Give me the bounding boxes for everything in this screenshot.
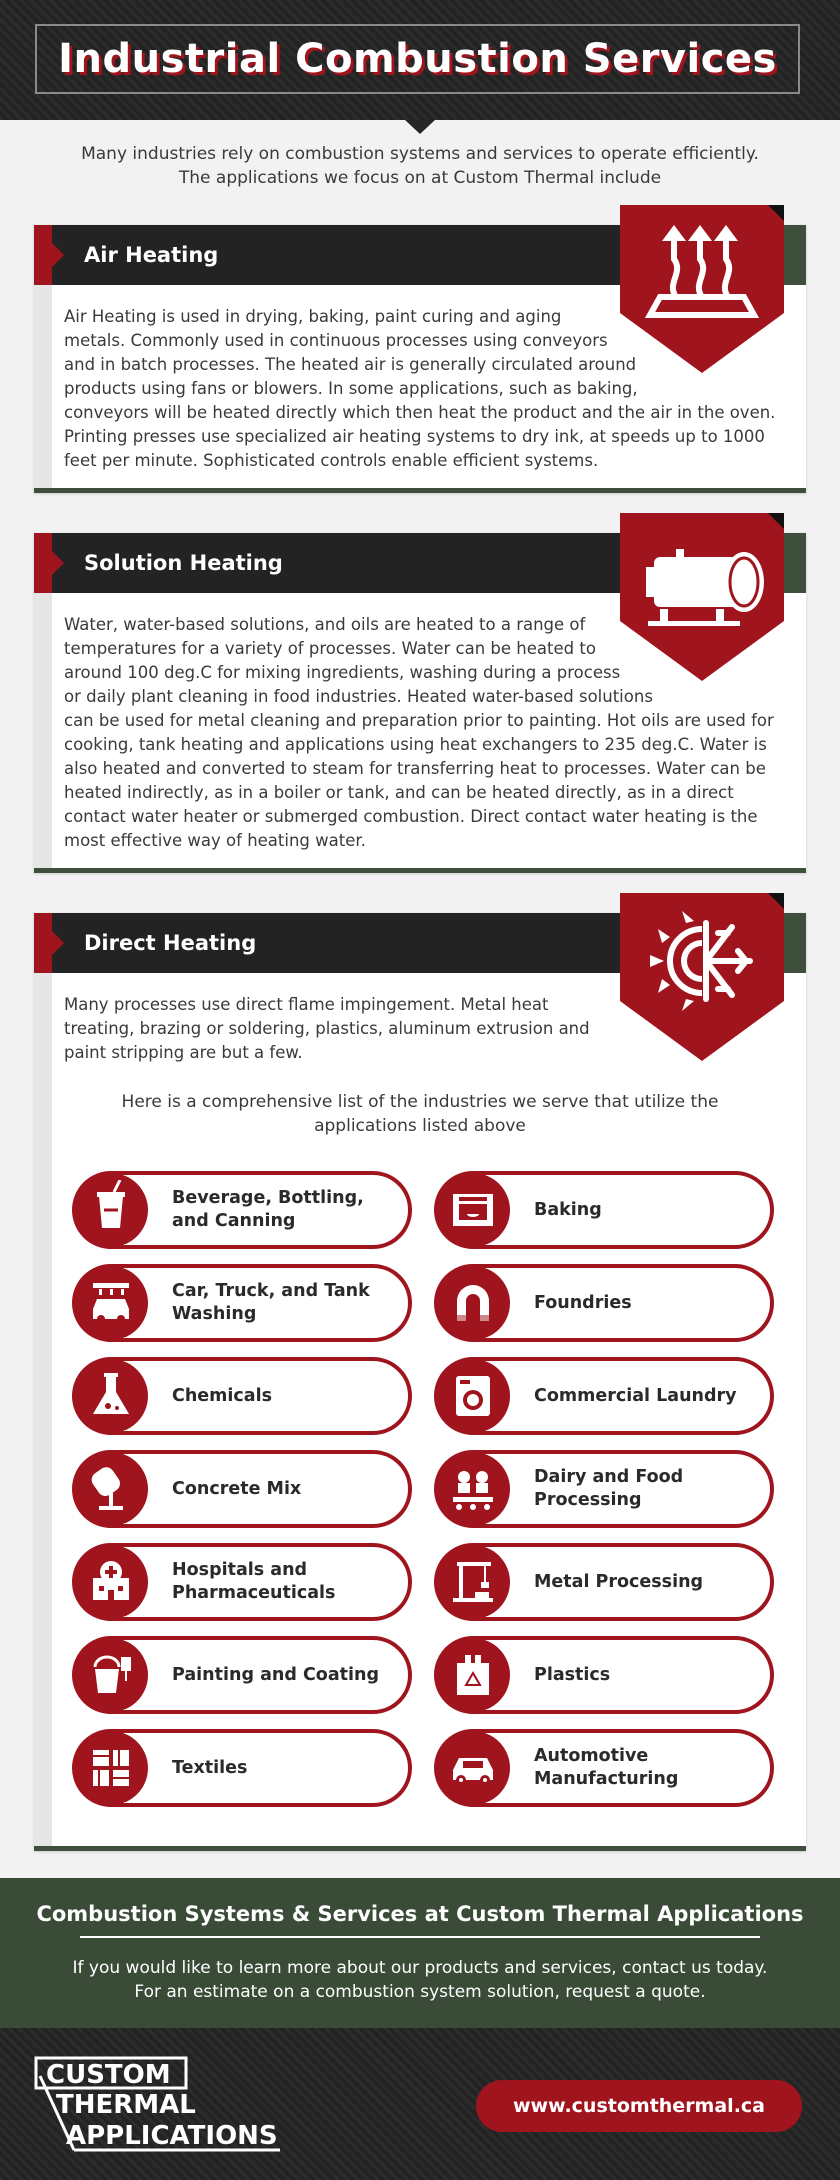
body-line: products using fans or blowers. In some applications, such as baking, [64,379,638,398]
svg-text:CUSTOM: CUSTOM [46,2060,171,2090]
body-line: contact water heater or submerged combustion. Direct contact water heating is the [64,807,758,826]
oven-icon [436,1173,510,1247]
concrete-mixer-icon [74,1452,148,1526]
section-body [64,993,590,1065]
header-frame [35,24,800,94]
body-line: Water, water-based solutions, and oils are heated to a range of [64,615,586,634]
car-wash-icon [74,1266,148,1340]
industry-item [72,1264,412,1342]
industry-item [72,1543,412,1621]
footer-cta [0,1878,840,2028]
footer-brand [0,2028,840,2180]
drink-cup-icon [74,1173,148,1247]
intro-line: Many industries rely on combustion systems and services to operate efficiently. [81,144,759,164]
header-notch [405,120,435,134]
industry-item [434,1357,774,1435]
industry-label: Car, Truck, and Tank Washing [172,1281,370,1324]
heat-waves-icon [620,205,784,373]
body-line: can be used for metal cleaning and preparation prior to painting. Hot oils are used for [64,711,774,730]
intro-line: Here is a comprehensive list of the industries we serve that utilize the [121,1092,719,1112]
industry-item [72,1357,412,1435]
footer-line: For an estimate on a combustion system solution, request a quote. [134,1982,706,2002]
body-line: Many processes use direct flame impingement. Metal heat [64,995,549,1014]
industry-label: Metal Processing [534,1571,704,1592]
boiler-tank-icon [620,513,784,681]
body-line: Air Heating is used in drying, baking, paint curing and aging [64,307,562,326]
svg-text:APPLICATIONS: APPLICATIONS [66,2121,278,2151]
industry-item [434,1450,774,1528]
industry-label: Beverage, Bottling, and Canning [172,1188,364,1231]
company-logo [34,2056,284,2156]
industry-label: Commercial Laundry [534,1385,737,1406]
food-production-icon [436,1452,510,1526]
industry-item [434,1264,774,1342]
industry-item [434,1729,774,1807]
industry-item [72,1450,412,1528]
industry-label: Chemicals [172,1385,273,1406]
industry-label: Dairy and Food Processing [534,1467,684,1510]
fabric-icon [74,1731,148,1805]
body-line: cooking, tank heating and applications using heat exchangers to 235 deg.C. Water is [64,735,767,754]
industry-label: Concrete Mix [172,1478,302,1499]
body-line: temperatures for a variety of processes. Water can be heated to [64,639,596,658]
body-line: treating, brazing or soldering, plastics, aluminum extrusion and [64,1019,590,1038]
car-icon [436,1731,510,1805]
industry-item [434,1543,774,1621]
industry-label: Painting and Coating [172,1664,379,1685]
industry-label: Baking [534,1199,602,1220]
intro-text [0,142,840,190]
washing-machine-icon [436,1359,510,1433]
intro-line: The applications we focus on at Custom Thermal include [178,168,662,188]
industries-intro [34,1090,806,1138]
industry-item [434,1636,774,1714]
website-link-button[interactable]: www.customthermal.ca [476,2080,802,2132]
sun-snowflake-icon [620,893,784,1061]
industry-item [434,1171,774,1249]
industry-label: Automotive Manufacturing [534,1746,679,1789]
svg-text:THERMAL: THERMAL [56,2090,196,2120]
hospital-icon [74,1545,148,1619]
body-line: and in batch processes. The heated air is generally circulated around [64,355,637,374]
body-line: around 100 deg.C for mixing ingredients, washing during a process [64,663,621,682]
industry-item [72,1729,412,1807]
body-line: metals. Commonly used in continuous processes using conveyors [64,331,608,350]
paint-bucket-icon [74,1638,148,1712]
body-line: most effective way of heating water. [64,831,366,850]
flask-icon [74,1359,148,1433]
industry-item [72,1636,412,1714]
industry-label: Plastics [534,1664,611,1685]
industry-label: Hospitals and Pharmaceuticals [172,1560,336,1603]
industry-item [72,1171,412,1249]
body-line: or daily plant cleaning in food industries. Heated water-based solutions [64,687,653,706]
body-line: feet per minute. Sophisticated controls enable efficient systems. [64,451,599,470]
plastic-bag-icon [436,1638,510,1712]
section-title: Solution Heating [84,551,283,575]
body-line: conveyors will be heated directly which then heat the product and the air in the oven. [64,403,776,422]
page-title: Industrial Combustion Services [58,36,777,82]
section-title: Direct Heating [84,931,257,955]
footer-line: If you would like to learn more about our products and services, contact us today. [72,1958,768,1978]
industry-label: Textiles [172,1757,248,1778]
section-title: Air Heating [84,243,219,267]
magnet-icon [436,1266,510,1340]
body-line: also heated and converted to steam for transferring heat to processes. Water can be [64,759,766,778]
footer-text [0,1956,840,2004]
crane-icon [436,1545,510,1619]
intro-line: applications listed above [314,1116,526,1136]
industry-label: Foundries [534,1292,632,1313]
footer-divider [80,1936,760,1938]
body-line: paint stripping are but a few. [64,1043,303,1062]
footer-title: Combustion Systems & Services at Custom Thermal Applications [36,1902,804,1926]
page-header [0,0,840,120]
body-line: Printing presses use specialized air heating systems to dry ink, at speeds up to 1000 [64,427,765,446]
body-line: heated indirectly, as in a boiler or tank, and can be heated directly, as in a direct [64,783,734,802]
